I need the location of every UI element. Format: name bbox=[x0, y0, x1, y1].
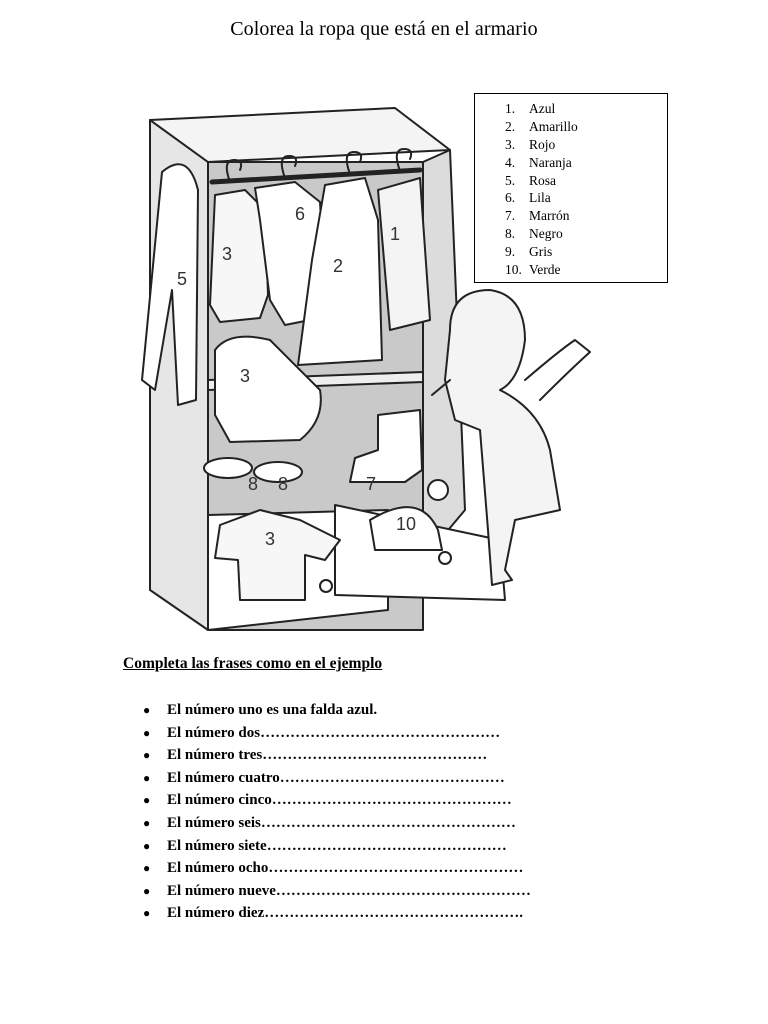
sentence-text: El número nueve…………………………………………… bbox=[167, 882, 531, 899]
sentence-item bbox=[143, 699, 531, 722]
illus-number-1: 1 bbox=[390, 224, 401, 244]
bullet-icon: ● bbox=[143, 748, 151, 763]
sentence-item bbox=[143, 812, 531, 835]
legend-color: Naranja bbox=[529, 154, 572, 170]
bullet-icon: ● bbox=[143, 703, 151, 717]
legend-number: 5. bbox=[505, 172, 516, 188]
legend-number: 3. bbox=[505, 136, 516, 152]
legend-number: 9. bbox=[505, 244, 516, 260]
sentence-text: El número cuatro……………………………………… bbox=[167, 769, 505, 786]
sentence-text: El número dos………………………………………… bbox=[167, 724, 501, 741]
sentence-item bbox=[143, 880, 531, 903]
sentence-item bbox=[143, 767, 531, 790]
legend-item bbox=[505, 118, 667, 136]
bullet-icon: ● bbox=[143, 838, 151, 853]
legend-number: 1. bbox=[505, 101, 516, 116]
color-legend-list bbox=[475, 94, 667, 279]
sentence-item bbox=[143, 857, 531, 880]
sentence-text: El número ocho…………………………………………… bbox=[167, 860, 524, 877]
bullet-icon: ● bbox=[143, 883, 151, 898]
illus-number-5: 5 bbox=[177, 269, 188, 289]
illus-number-7: 7 bbox=[366, 474, 377, 494]
legend-item bbox=[505, 189, 667, 207]
illus-number-3-tshirt: 3 bbox=[265, 529, 276, 549]
legend-number: 7. bbox=[505, 208, 516, 224]
sentence-list bbox=[143, 699, 531, 925]
sentence-text: El número cinco………………………………………… bbox=[167, 792, 512, 809]
legend-item bbox=[505, 136, 667, 154]
legend-number: 10. bbox=[505, 262, 522, 278]
legend-color: Rojo bbox=[529, 136, 556, 152]
sentence-item bbox=[143, 902, 531, 925]
bullet-icon: ● bbox=[143, 906, 151, 921]
slipper-left bbox=[204, 458, 252, 478]
legend-number: 8. bbox=[505, 226, 516, 242]
sentence-item bbox=[143, 789, 531, 812]
page-title: Colorea la ropa que está en el armario bbox=[230, 18, 538, 40]
sentence-item bbox=[143, 744, 531, 767]
illus-number-3-shirt: 3 bbox=[240, 366, 251, 386]
legend-color: Negro bbox=[529, 226, 563, 242]
legend-item bbox=[505, 243, 667, 261]
legend-item bbox=[505, 100, 667, 118]
illus-number-6: 6 bbox=[295, 204, 306, 224]
legend-color: Amarillo bbox=[529, 118, 578, 134]
legend-number: 6. bbox=[505, 190, 516, 206]
legend-number: 4. bbox=[505, 154, 516, 170]
legend-item bbox=[505, 261, 667, 279]
illus-number-8-right: 8 bbox=[278, 474, 289, 494]
sentence-text: El número uno es una falda azul. bbox=[167, 702, 378, 718]
legend-color: Azul bbox=[529, 101, 556, 116]
legend-item bbox=[505, 154, 667, 172]
illus-number-10: 10 bbox=[396, 514, 417, 534]
legend-color: Lila bbox=[529, 190, 551, 206]
legend-color: Gris bbox=[529, 244, 553, 260]
legend-item bbox=[505, 172, 667, 190]
sentence-text: El número seis…………………………………………… bbox=[167, 814, 516, 831]
sentence-item bbox=[143, 722, 531, 745]
bullet-icon: ● bbox=[143, 770, 151, 785]
bullet-icon: ● bbox=[143, 861, 151, 876]
sentence-text: El número diez……………………………………………. bbox=[167, 905, 523, 922]
legend-color: Rosa bbox=[529, 172, 556, 188]
sentence-item bbox=[143, 835, 531, 858]
bullet-icon: ● bbox=[143, 815, 151, 830]
exercise-heading: Completa las frases como en el ejemplo bbox=[123, 655, 383, 672]
illus-number-8-left: 8 bbox=[248, 474, 259, 494]
legend-item bbox=[505, 225, 667, 243]
sentence-text: El número siete………………………………………… bbox=[167, 837, 507, 854]
color-legend bbox=[474, 93, 668, 283]
illus-number-3-sweater: 3 bbox=[222, 244, 233, 264]
bullet-icon: ● bbox=[143, 725, 151, 740]
legend-item bbox=[505, 207, 667, 225]
legend-color: Verde bbox=[529, 262, 561, 278]
legend-color: Marrón bbox=[529, 208, 570, 224]
bullet-icon: ● bbox=[143, 793, 151, 808]
illus-number-2: 2 bbox=[333, 256, 344, 276]
sentence-text: El número tres……………………………………… bbox=[167, 747, 488, 764]
legend-number: 2. bbox=[505, 118, 516, 134]
